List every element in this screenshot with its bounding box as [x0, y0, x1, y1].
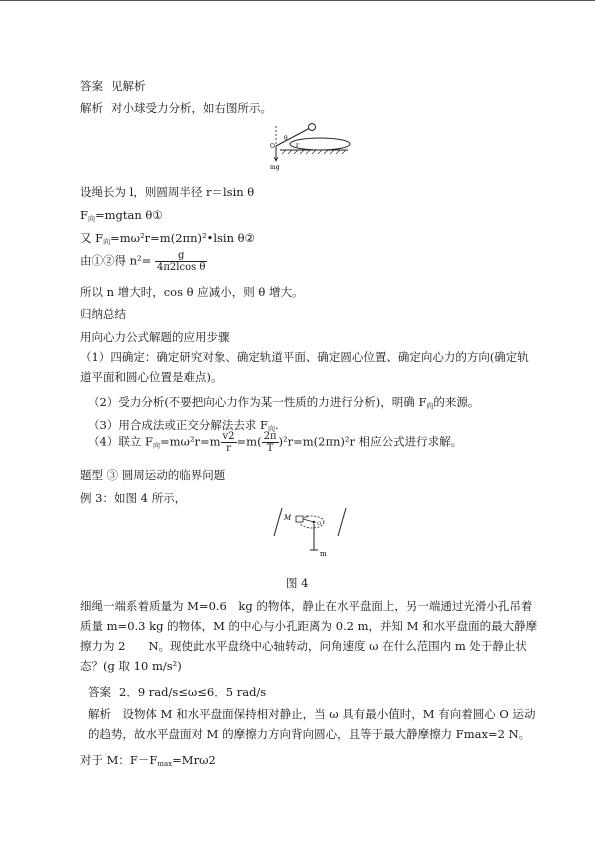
last-text-a: 对于 M：F－F: [80, 753, 158, 767]
page-top-border: [0, 0, 595, 1]
heading-number: ③: [106, 468, 119, 482]
analysis-text: 对小球受力分析，如右图所示。: [111, 101, 272, 115]
fig1-orbit: [290, 138, 350, 150]
eq1-rhs: =mgtan θ①: [94, 208, 163, 222]
derivation-line-5: 所以 n 增大时，cos θ 应减小，则 θ 增大。: [80, 285, 304, 299]
step2-subscript: 向: [426, 402, 434, 410]
fig4-right-edge: [338, 508, 346, 536]
derivation-line-2: [80, 207, 163, 227]
fig4-block-M: [296, 516, 303, 522]
step4-f2-denominator: T: [266, 443, 274, 454]
eq3-denominator: 4π2lcos θ: [156, 262, 206, 273]
step3-subscript: 向: [267, 425, 275, 433]
step4-f1-denominator: r: [226, 443, 231, 454]
figure-caption: 图 4: [286, 576, 309, 590]
force-symbol: F: [80, 208, 88, 222]
answer-line: [80, 78, 146, 94]
problem-text: 细绳一端系着质量为 M=0.6 kg 的物体，静止在水平盘面上，另一端通过光滑小孔吊着质量 m=0.3 kg 的物体，M 的中心与小孔距离为 0.2 m，并知 M 和水平盘面的最大静摩擦力为 2 N。现使此水平盘绕中心轴转动，问角速度 ω 在什么范围内 m 处于静止状态？(g 取 10 m/s²): [80, 599, 538, 673]
fig4-string-top: [303, 519, 314, 522]
eq2-lhs: 又 F: [80, 231, 104, 245]
last-subscript: max: [157, 760, 173, 768]
step4-text-d: )²r=m(2πn)²r 相应公式进行求解。: [278, 434, 463, 449]
step2-text-a: （2）受力分析(不要把向心力作为某一性质的力进行分析)，明确 F: [88, 395, 427, 409]
fig4-O-label: O: [317, 521, 322, 527]
conical-pendulum-figure: [266, 120, 352, 172]
step4-f2-numerator: 2π: [263, 431, 277, 442]
step4-fraction-1: [221, 431, 237, 454]
fig4-hole: [313, 521, 316, 524]
step4-f1-numerator: v2: [222, 431, 235, 442]
fig1-ball: [309, 124, 316, 131]
summary-step-2: [88, 394, 479, 414]
step2-text-b: 的来源。: [433, 395, 480, 409]
fig4-M-label: M: [284, 514, 292, 522]
summary-step-4: [88, 431, 462, 454]
heading-title: 圆周运动的临界问题: [121, 468, 226, 482]
example-answer: [88, 684, 266, 700]
eq3-lhs: 由①②得 n²=: [80, 253, 152, 268]
last-exponent: 2: [208, 753, 216, 767]
answer-text: 见解析: [111, 79, 146, 93]
summary-title: 归纳总结: [80, 307, 126, 321]
fig1-mg-label: mg: [270, 164, 280, 171]
fig1-string: [276, 128, 310, 146]
example-answer-text: 2．9 rad/s≤ω≤6．5 rad/s: [119, 685, 267, 699]
fig1-r-label: r: [296, 142, 299, 149]
analysis-line: [80, 100, 272, 116]
eq2-rhs: =mω²r=m(2πn)²•lsin θ②: [110, 231, 255, 245]
fig1-o-label: O: [270, 143, 275, 150]
summary-subtitle: 用向心力公式解题的应用步骤: [80, 330, 230, 344]
heading-label: 题型: [80, 468, 103, 482]
eq3-numerator: g: [155, 250, 207, 262]
fig4-r-label: r: [306, 514, 309, 520]
last-text-b: =Mrω: [172, 753, 209, 767]
derivation-line-4: [80, 250, 207, 273]
step4-text-a: （4）联立 F: [88, 434, 153, 449]
derivation-line-1: 设绳长为 l，则圆周半径 r＝lsin θ: [80, 185, 255, 199]
example-last-line: [80, 752, 216, 772]
answer-label: 答案: [80, 79, 103, 93]
step4-text-b: =mω²r=m: [159, 434, 221, 449]
step3-text-b: .: [274, 418, 279, 432]
example-intro: 例 3：如图 4 所示，: [80, 491, 187, 505]
fig4-left-edge: [274, 508, 282, 536]
eq3-fraction: [155, 250, 207, 273]
step4-subscript: 向: [152, 441, 160, 450]
eq2-subscript: 向: [103, 238, 111, 246]
analysis-label: 解析: [80, 101, 103, 115]
step4-text-c: =m(: [236, 434, 262, 449]
turntable-figure: [272, 506, 348, 564]
fig4-m-label: m: [320, 550, 327, 558]
force-subscript: 向: [87, 215, 95, 223]
example-heading: [80, 467, 225, 483]
example-answer-label: 答案: [88, 685, 111, 699]
summary-step-1: （1）四确定：确定研究对象、确定轨道平面、确定圆心位置、确定向心力的方向(确定轨道平面和圆心位置是难点)。: [80, 350, 529, 384]
step4-fraction-2: [262, 431, 279, 454]
fig1-theta-label: θ: [284, 135, 288, 142]
step3-text-a: （3）用合成法或正交分解法去求 F: [88, 418, 268, 432]
example-analysis: 解析 设物体 M 和水平盘面保持相对静止，当 ω 具有最小值时，M 有向着圆心 O 运动的趋势，故水平盘面对 M 的摩擦力方向背向圆心，且等于最大静摩擦力 Fmax=2 N。: [88, 707, 536, 741]
derivation-line-3: [80, 230, 255, 250]
